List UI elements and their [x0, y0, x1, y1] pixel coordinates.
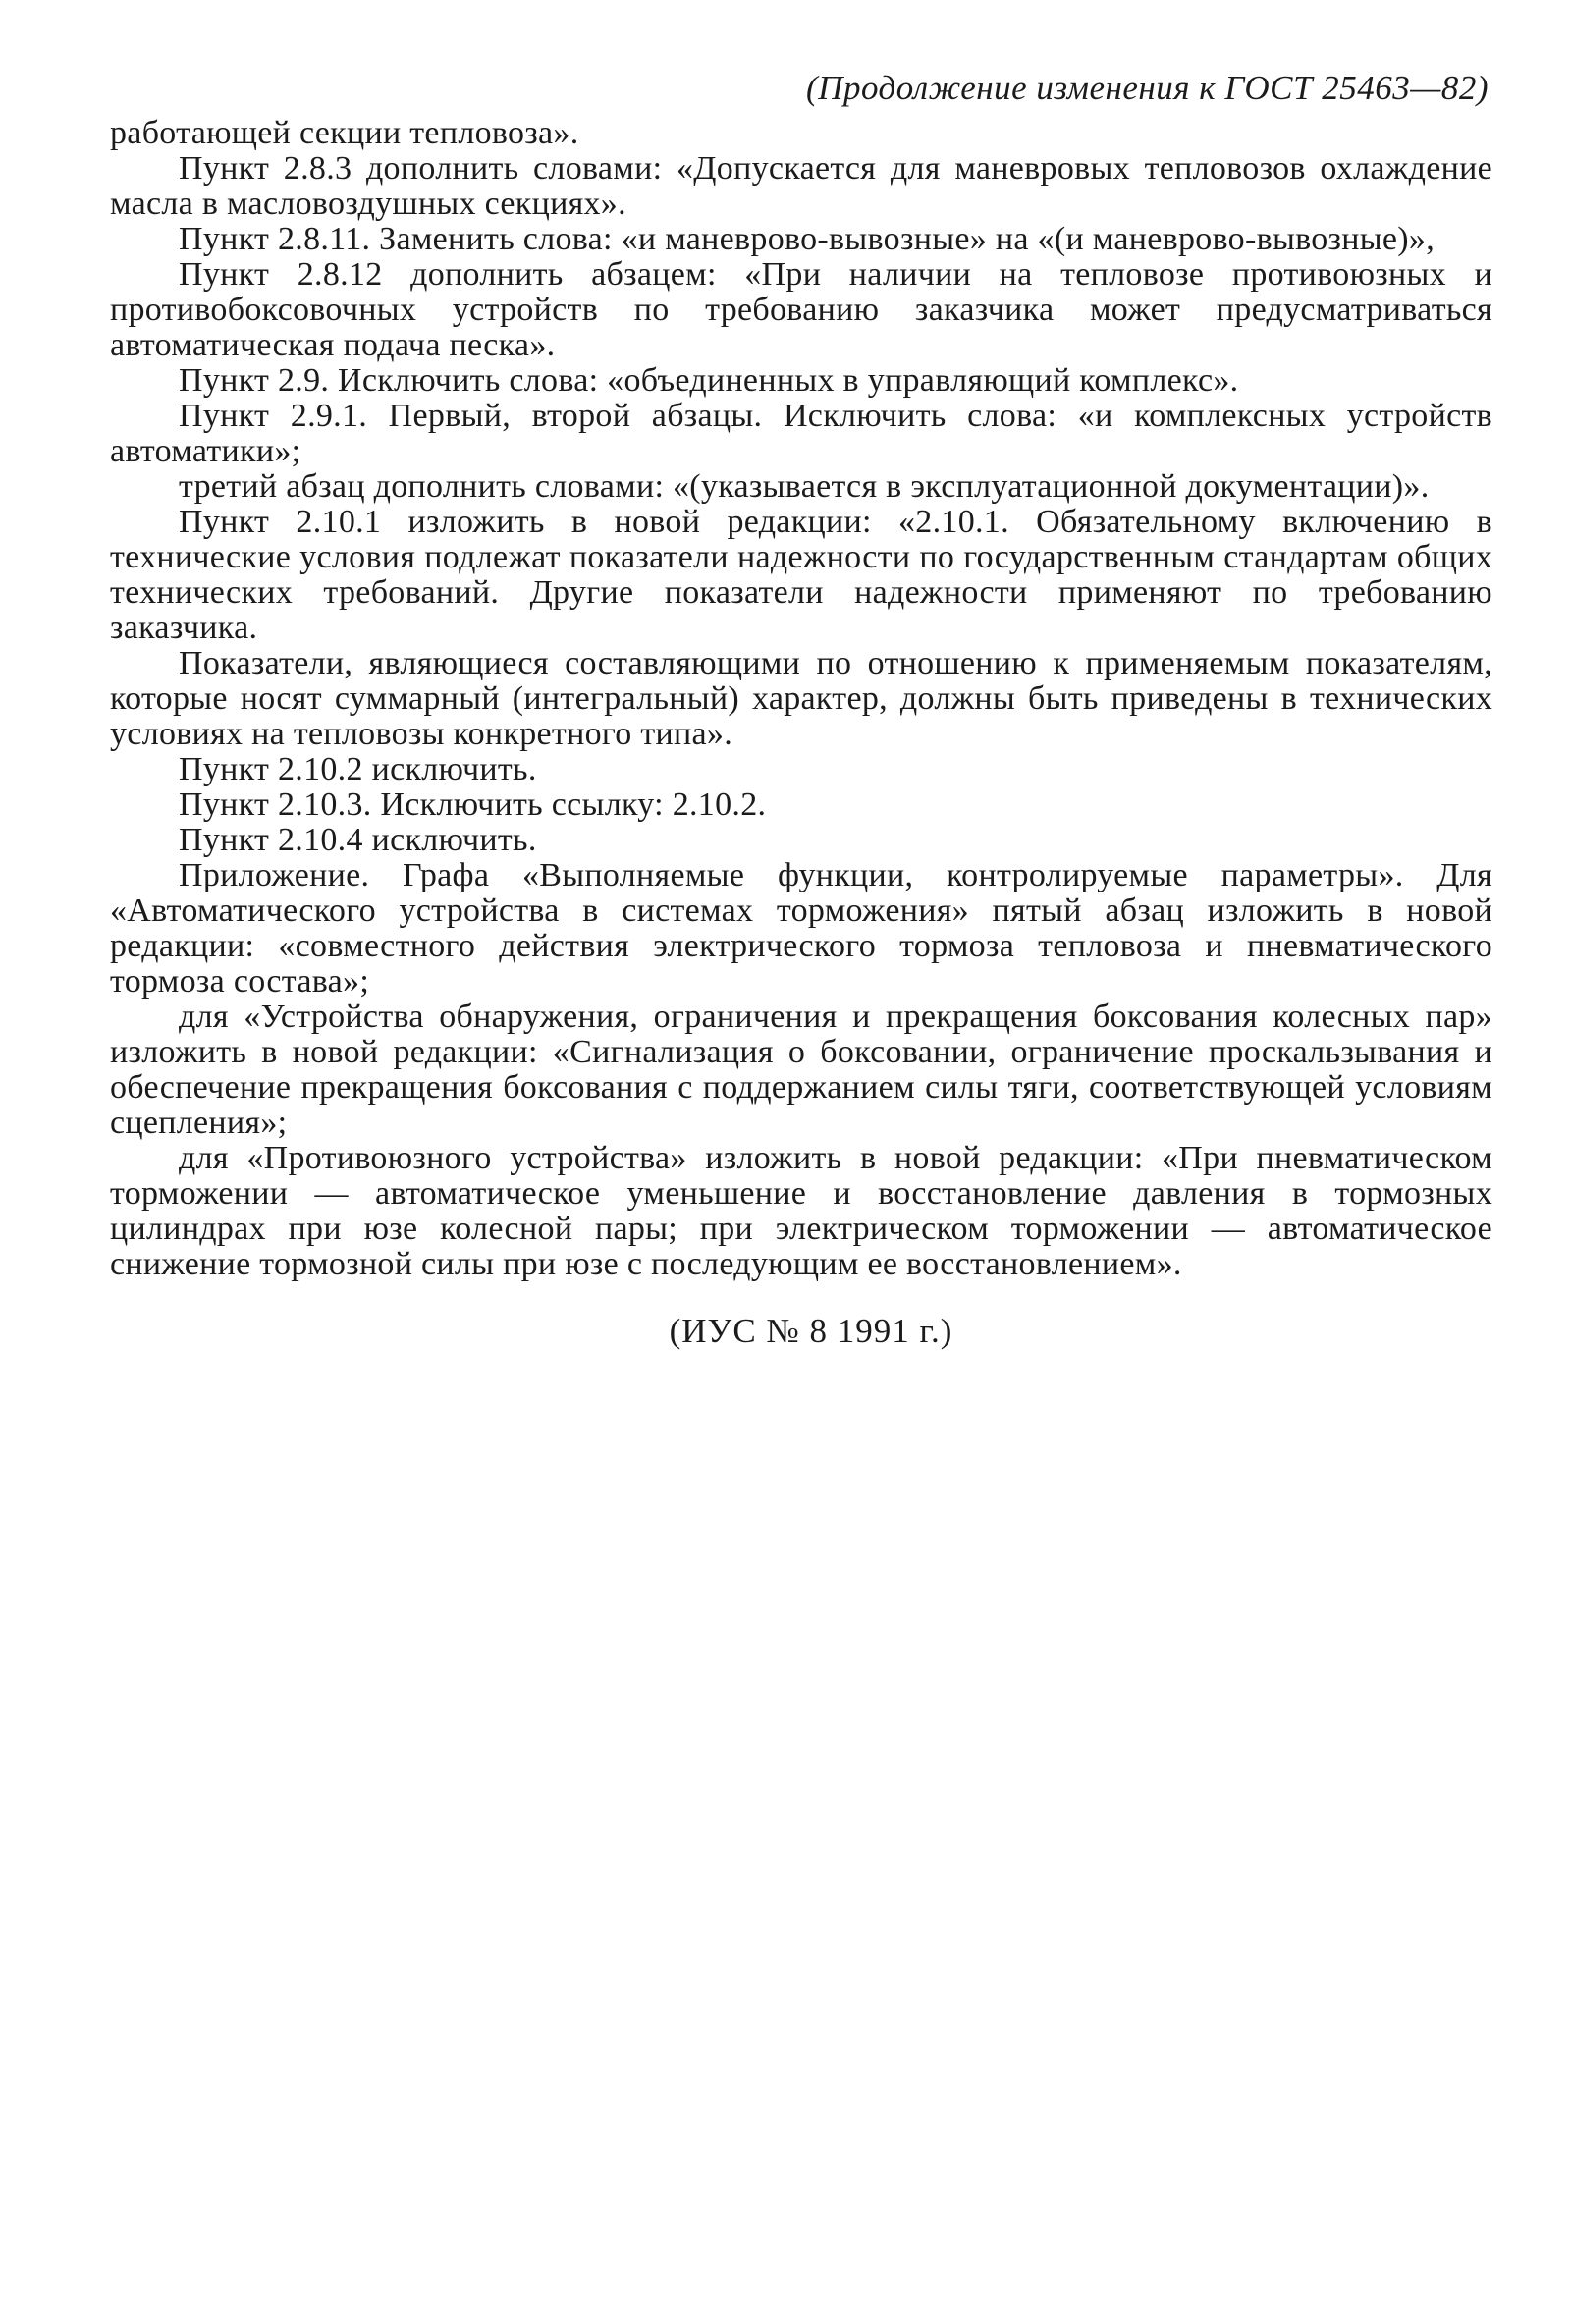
paragraph: Пункт 2.8.12 дополнить абзацем: «При наличии на тепловозе противоюзных и противобоксовочных устройств по требованию заказчика может предусматриваться автоматическая подача песка». [110, 256, 1492, 363]
paragraph: Пункт 2.10.2 исключить. [179, 751, 537, 787]
paragraph: Пункт 2.9. Исключить слова: «объединенных в управляющий комплекс». [179, 362, 1239, 399]
paragraph: Приложение. Графа «Выполняемые функции, контролируемые параметры». Для «Автоматического устройства в системах торможения» пятый абзац изложить в новой редакции: «совместного действия электрического тормоза тепловоза и пневматического тормоза состава»; [110, 857, 1492, 1000]
paragraph: Пункт 2.8.11. Заменить слова: «и маневрово-вывозные» на «(и маневрово-вывозные)», [179, 221, 1435, 257]
paragraph: третий абзац дополнить словами: «(указывается в эксплуатационной документации)». [179, 468, 1430, 505]
paragraph: работающей секции тепловоза». [110, 115, 579, 151]
publication-reference: (ИУС № 8 1991 г.) [669, 1312, 953, 1350]
paragraph: Пункт 2.9.1. Первый, второй абзацы. Исключить слова: «и комплексных устройств автоматики»; [110, 398, 1492, 469]
paragraph: для «Устройства обнаружения, ограничения и прекращения боксования колесных пар» изложить в новой редакции: «Сигнализация о боксовании, ограничение проскальзывания и обеспечение прекращения боксования с поддержанием силы тяги, соответствующей условиям сцепления»; [110, 999, 1492, 1141]
paragraph: Показатели, являющиеся составляющими по отношению к применяемым показателям, которые носят суммарный (интегральный) характер, должны быть приведены в технических условиях на тепловозы конкретного типа». [110, 645, 1492, 752]
paragraph: Пункт 2.10.1 изложить в новой редакции: «2.10.1. Обязательному включению в технические условия подлежат показатели надежности по государственным стандартам общих технических требований. Другие показатели надежности применяют по требованию заказчика. [110, 504, 1492, 646]
document-body [110, 116, 1492, 1282]
paragraph: для «Противоюзного устройства» изложить в новой редакции: «При пневматическом торможении — автоматическое уменьшение и восстановление давления в тормозных цилиндрах при юзе колесной пары; при электрическом торможении — автоматическое снижение тормозной силы при юзе с последующим ее восстановлением». [110, 1140, 1492, 1282]
paragraph: Пункт 2.8.3 дополнить словами: «Допускается для маневровых тепловозов охлаждение масла в масловоздушных секциях». [110, 150, 1492, 222]
paragraph: Пункт 2.10.4 исключить. [179, 822, 537, 858]
document-page [110, 67, 1492, 1351]
paragraph: Пункт 2.10.3. Исключить ссылку: 2.10.2. [179, 786, 767, 823]
continuation-header: (Продолжение изменения к ГОСТ 25463—82) [806, 69, 1489, 107]
